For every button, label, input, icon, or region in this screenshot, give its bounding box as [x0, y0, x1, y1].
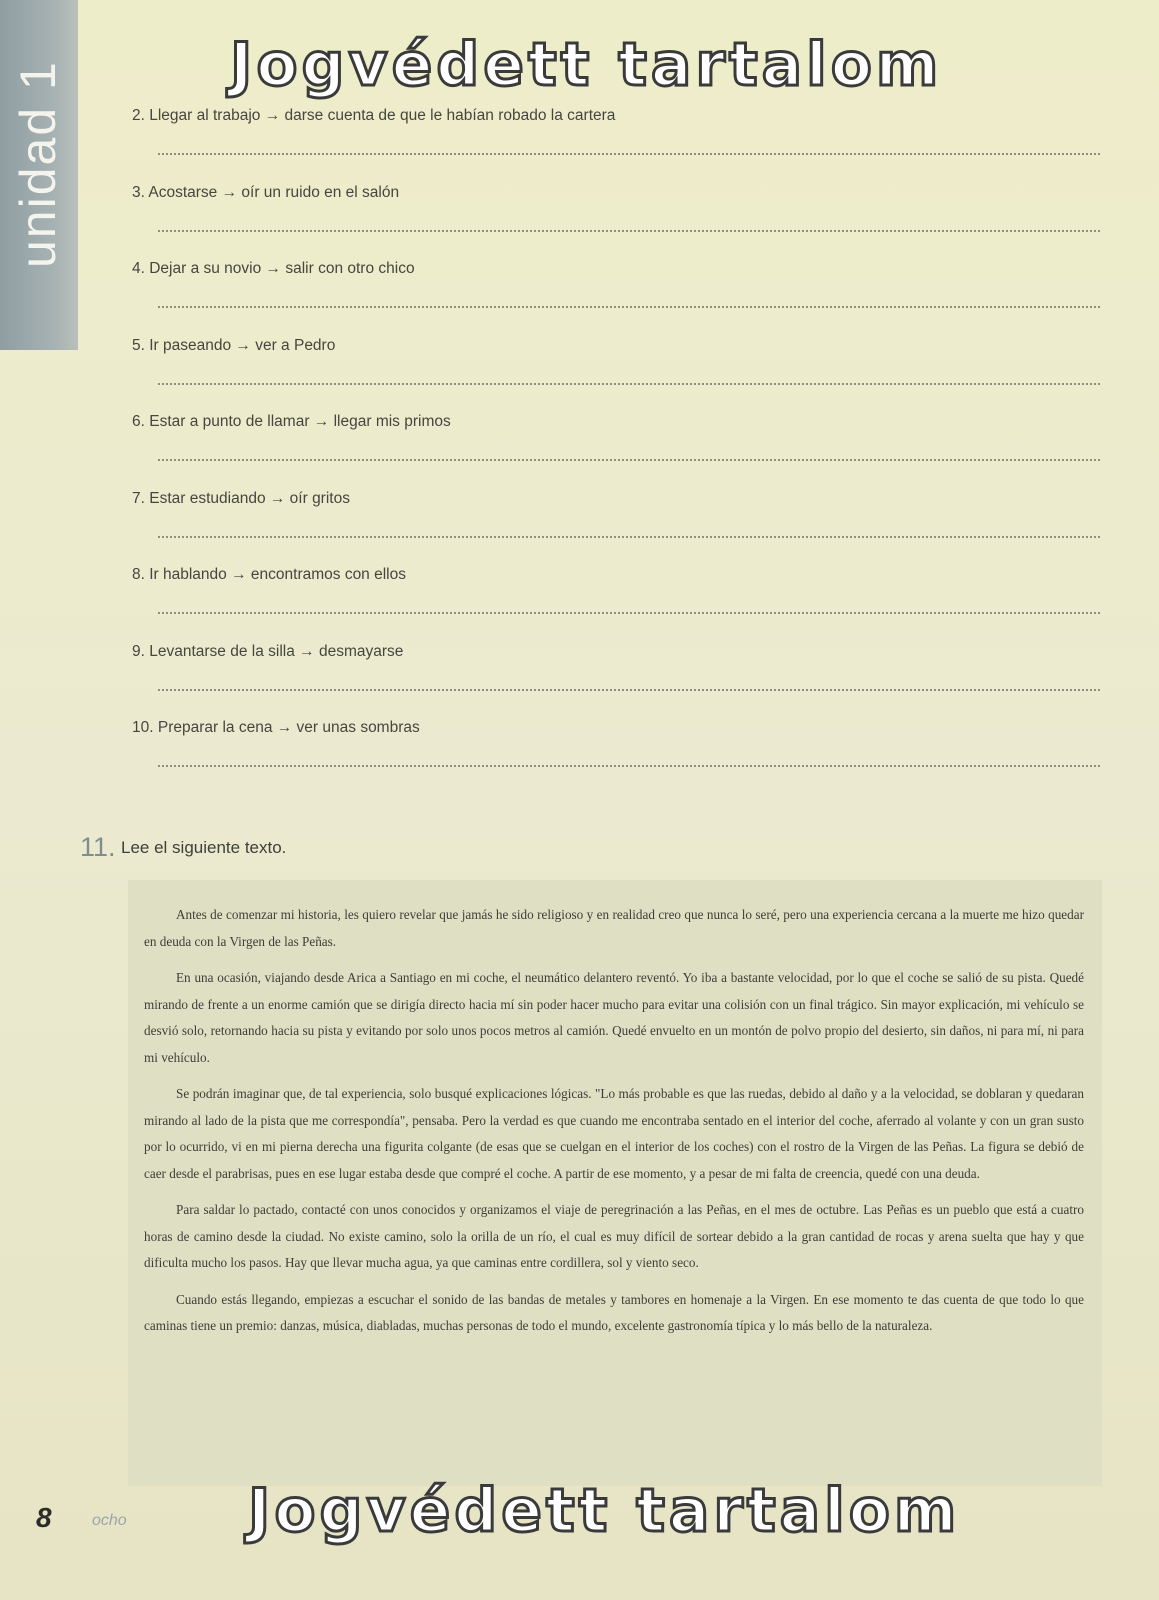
exercise-item [132, 401, 1100, 478]
question-title: Lee el siguiente texto. [121, 838, 287, 857]
exercise-item [132, 707, 1100, 784]
exercise-item [132, 554, 1100, 631]
answer-field[interactable] [158, 286, 1100, 308]
watermark-bottom: Jogvédett tartalom [248, 1476, 961, 1546]
answer-line [158, 612, 1100, 614]
exercise-item [132, 631, 1100, 708]
answer-line [158, 306, 1100, 308]
answer-field[interactable] [158, 210, 1100, 232]
answer-line [158, 536, 1100, 538]
answer-line [158, 459, 1100, 461]
exercise-prompt: 7. Estar estudiando → oír gritos [132, 489, 350, 507]
reading-paragraph: Antes de comenzar mi historia, les quiero revelar que jamás he sido religioso y en realidad creo que nunca lo seré, pero una experiencia cercana a la muerte me hizo quedar en deuda con la Virgen de las Peñas. [144, 907, 1084, 949]
answer-field[interactable] [158, 669, 1100, 691]
answer-line [158, 383, 1100, 385]
exercise-item [132, 95, 1100, 172]
exercise-item [132, 172, 1100, 249]
reading-paragraph: Se podrán imaginar que, de tal experiencia, solo busqué explicaciones lógicas. "Lo más probable es que las ruedas, debido al daño y a la velocidad, se doblaran y quedaran mirando al lado de la pista que me correspondía", pensaba. Pero la verdad es que cuando me encontraba sentado en el interior del coche, aferrado al volante y con un gran susto por lo ocurrido, vi en mi pierna derecha una figurita colgante (de esas que se cuelgan en el interior de los coches) con el rostro de la Virgen de las Peñas. La figura se debió de caer desde el parabrisas, pues en ese lugar estaba desde que compré el coche. A partir de ese momento, y a pesar de mi falta de creencia, quedé con una deuda. [144, 1086, 1084, 1181]
answer-line [158, 689, 1100, 691]
answer-field[interactable] [158, 133, 1100, 155]
unit-label: unidad 1 [10, 60, 66, 268]
exercise-item [132, 248, 1100, 325]
reading-paragraph: En una ocasión, viajando desde Arica a Santiago en mi coche, el neumático delantero reventó. Yo iba a bastante velocidad, por lo que el coche se salió de su pista. Quedé mirando de frente a un enorme camión que se dirigía directo hacia mí sin poder hacer mucho para evitar una colisión con un final trágico. Sin mayor explicación, mi vehículo se desvió solo, retornando hacia su pista y evitando por solo unos pocos metros al camión. Quedé envuelto en un montón de polvo propio del desierto, sin daños, ni para mí, ni para mi vehículo. [144, 970, 1084, 1065]
answer-field[interactable] [158, 516, 1100, 538]
exercise-prompt: 5. Ir paseando → ver a Pedro [132, 336, 336, 354]
exercise-prompt: 10. Preparar la cena → ver unas sombras [132, 719, 420, 736]
answer-field[interactable] [158, 592, 1100, 614]
answer-line [158, 765, 1100, 767]
exercise-item [132, 325, 1100, 402]
answer-field[interactable] [158, 363, 1100, 385]
exercise-prompt: 6. Estar a punto de llamar → llegar mis primos [132, 413, 451, 430]
answer-line [158, 153, 1100, 155]
answer-line [158, 230, 1100, 232]
reading-passage [128, 880, 1102, 1486]
exercise-prompt: 3. Acostarse → oír un ruido en el salón [132, 183, 400, 201]
exercise-list [132, 95, 1100, 784]
exercise-prompt: 8. Ir hablando → encontramos con ellos [132, 566, 406, 583]
unit-side-tab [0, 0, 78, 350]
exercise-prompt: 9. Levantarse de la silla → desmayarse [132, 642, 404, 660]
page-number: 8 [36, 1502, 52, 1533]
reading-paragraph: Cuando estás llegando, empiezas a escuchar el sonido de las bandas de metales y tambores en homenaje a la Virgen. En ese momento te das cuenta de que todo lo que caminas tiene un premio: danzas, música, diabladas, muchas personas de todo el mundo, excelente gastronomía típica y lo más bello de la naturaleza. [144, 1291, 1084, 1333]
watermark-top: Jogvédett tartalom [230, 30, 943, 100]
answer-field[interactable] [158, 439, 1100, 461]
page-number-word: ocho [92, 1512, 127, 1529]
reading-paragraph: Para saldar lo pactado, contacté con unos conocidos y organizamos el viaje de peregrinación a las Peñas, en el mes de octubre. Las Peñas es un pueblo que está a cuatro horas de camino desde la ciudad. No existe camino, solo la orilla de un río, el cual es muy difícil de sortear debido a la gran cantidad de rocas y arena suelta que hay y que dificulta mucho los pasos. Hay que llevar mucha agua, ya que caminas entre cordillera, sol y viento seco. [144, 1202, 1084, 1270]
exercise-prompt: 4. Dejar a su novio → salir con otro chico [132, 260, 415, 277]
exercise-item [132, 478, 1100, 555]
exercise-prompt: 2. Llegar al trabajo → darse cuenta de que le habían robado la cartera [132, 107, 616, 124]
question-number: 11. [80, 832, 116, 862]
answer-field[interactable] [158, 745, 1100, 767]
